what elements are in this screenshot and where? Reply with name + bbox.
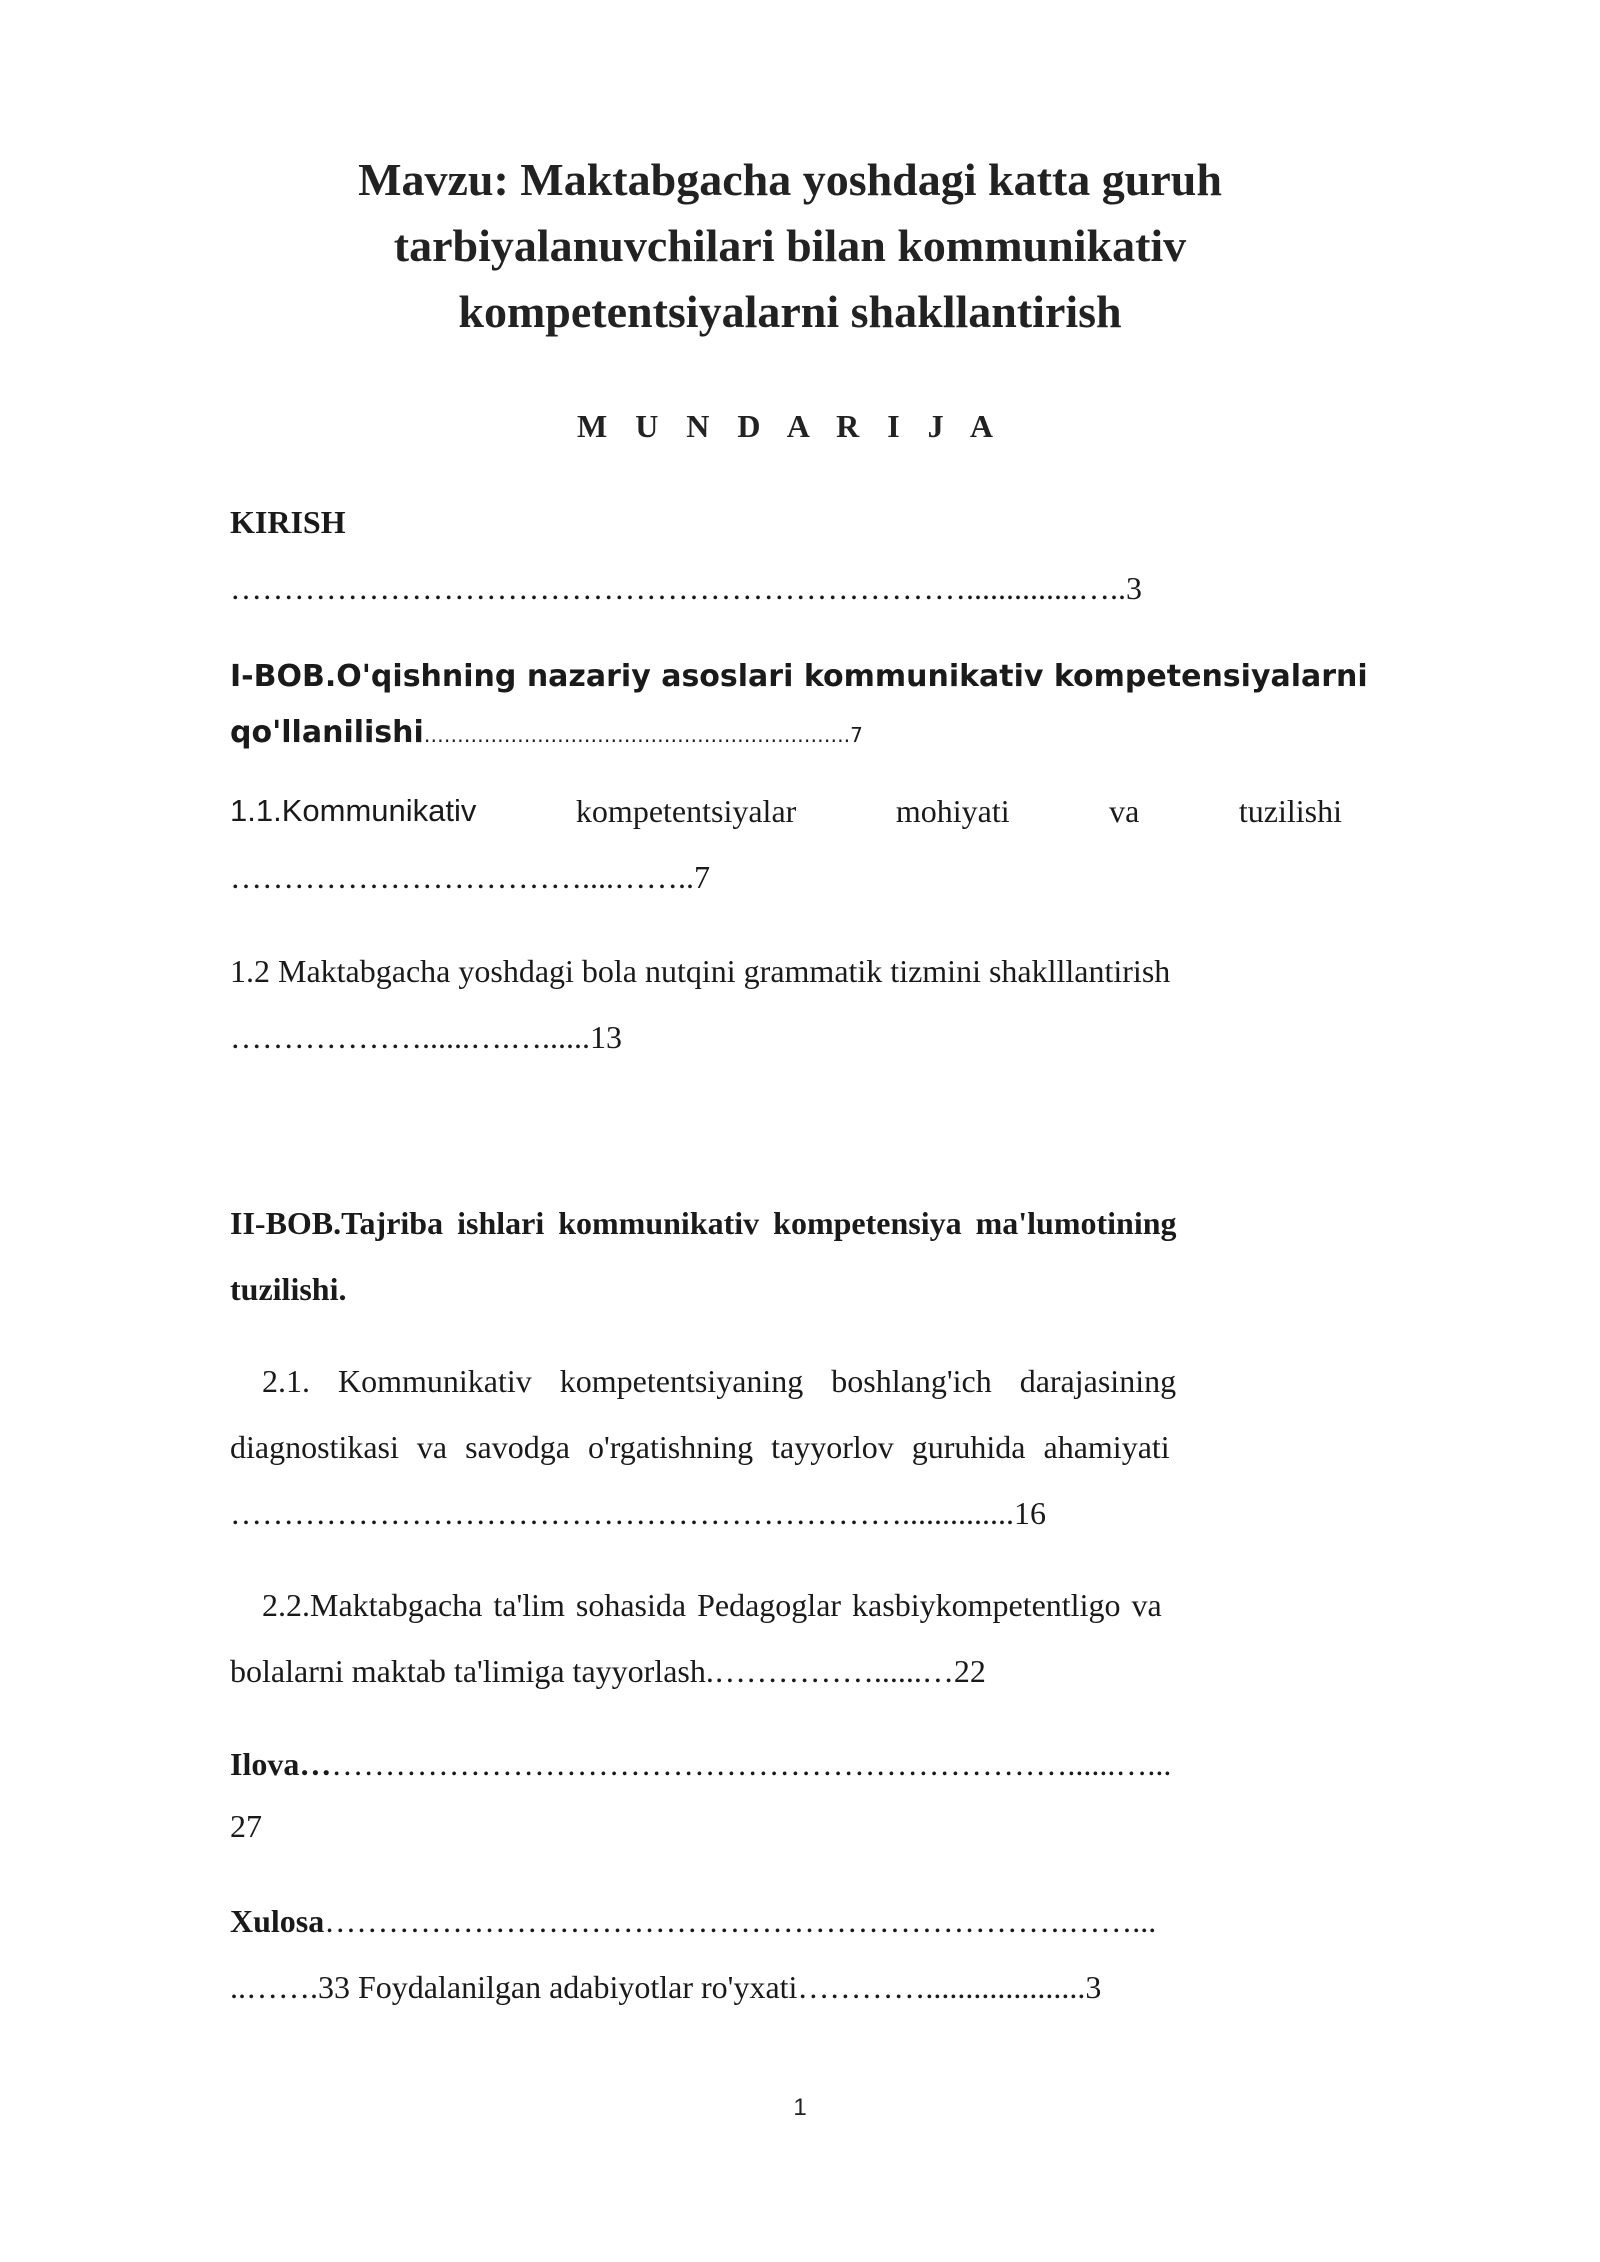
title-line-2: tarbiyalanuvchilari bilan kommunikativ — [393, 220, 1187, 271]
toc-xulosa-label: Xulosa — [230, 1903, 325, 1939]
toc-1-1-word-5: tuzilishi — [1238, 793, 1342, 829]
toc-entry-kirish — [230, 489, 1342, 621]
toc-1-2-dots: ………………......….…......13 — [230, 1019, 622, 1055]
toc-entry-bob1 — [230, 650, 1368, 762]
title-line-1: Mavzu: Maktabgacha yoshdagi katta guruh — [358, 154, 1222, 205]
document-title — [230, 147, 1350, 345]
toc-entry-ilova — [230, 1731, 1342, 1855]
toc-entry-1-2 — [230, 938, 1342, 1070]
toc-1-1-word-2: kompetentsiyalar — [575, 793, 797, 829]
toc-1-1-line1 — [230, 778, 1342, 844]
toc-2-1-dots: ………………………………………………………..............16 — [230, 1495, 1046, 1531]
toc-bob2-line1-wrap — [230, 1190, 1342, 1256]
toc-entry-xulosa — [230, 1888, 1342, 2020]
page-number: 1 — [793, 2094, 807, 2121]
toc-bob1-dots: ……………………………………………………….7 — [423, 723, 863, 747]
toc-entry-1-1 — [230, 778, 1342, 910]
toc-2-2-line1: 2.2.Maktabgacha ta'lim sohasida Pedagoglar kasbiykompetentligo va — [262, 1587, 1162, 1623]
toc-kirish-dots: ……………………………………………………………..............…..3 — [230, 570, 1142, 606]
toc-2-1-line1: 2.1. Kommunikativ kompetentsiyaning boshlang'ich darajasining — [262, 1363, 1177, 1399]
toc-entry-2-2 — [230, 1572, 1342, 1704]
toc-2-2-line2: bolalarni maktab ta'limiga tayyorlash.……………......…22 — [230, 1653, 986, 1689]
toc-1-1-dots: ……………………………....……..7 — [230, 859, 710, 895]
toc-xulosa-line1 — [230, 1888, 1342, 1954]
toc-entry-2-1 — [230, 1348, 1342, 1546]
toc-1-2-line1: 1.2 Maktabgacha yoshdagi bola nutqini grammatik tizmini shaklllantirish — [230, 953, 1171, 989]
contents-heading: M U N D A R I J A — [576, 408, 1003, 444]
toc-xulosa-line2: ..…….33 Foydalanilgan adabiyotlar ro'yxati…………....................3 — [230, 1969, 1102, 2005]
toc-xulosa-dots: …………………………………………………………….……... — [324, 1903, 1157, 1939]
toc-ilova-dots: ……………………………………………………………......…... — [331, 1746, 1172, 1782]
toc-2-1-line2: diagnostikasi va savodga o'rgatishning tayyorlov guruhida ahamiyati — [230, 1429, 1170, 1465]
toc-1-1-word-1: 1.1.Kommunikativ — [230, 793, 477, 828]
toc-ilova-page: 27 — [230, 1808, 262, 1844]
toc-bob1-line2-wrap — [230, 704, 1342, 762]
toc-kirish-label: KIRISH — [230, 504, 346, 540]
title-line-3: kompetentsiyalarni shakllantirish — [458, 286, 1122, 337]
toc-ilova-label: Ilova… — [230, 1746, 332, 1782]
toc-ilova-line1 — [230, 1731, 1342, 1797]
toc-bob1-line1: I-BOB.O'qishning nazariy asoslari kommunikativ kompetensiyalarni — [230, 659, 1368, 694]
toc-bob2-line2: tuzilishi. — [230, 1271, 347, 1307]
toc-entry-bob2 — [230, 1190, 1342, 1322]
toc-1-1-word-4: va — [1109, 793, 1140, 829]
toc-bob1-line2: qo'llanilishi — [230, 715, 424, 750]
toc-1-1-word-3: mohiyati — [895, 793, 1010, 829]
toc-bob2-line1: II-BOB.Tajriba ishlari kommunikativ kompetensiya ma'lumotining — [230, 1205, 1177, 1241]
